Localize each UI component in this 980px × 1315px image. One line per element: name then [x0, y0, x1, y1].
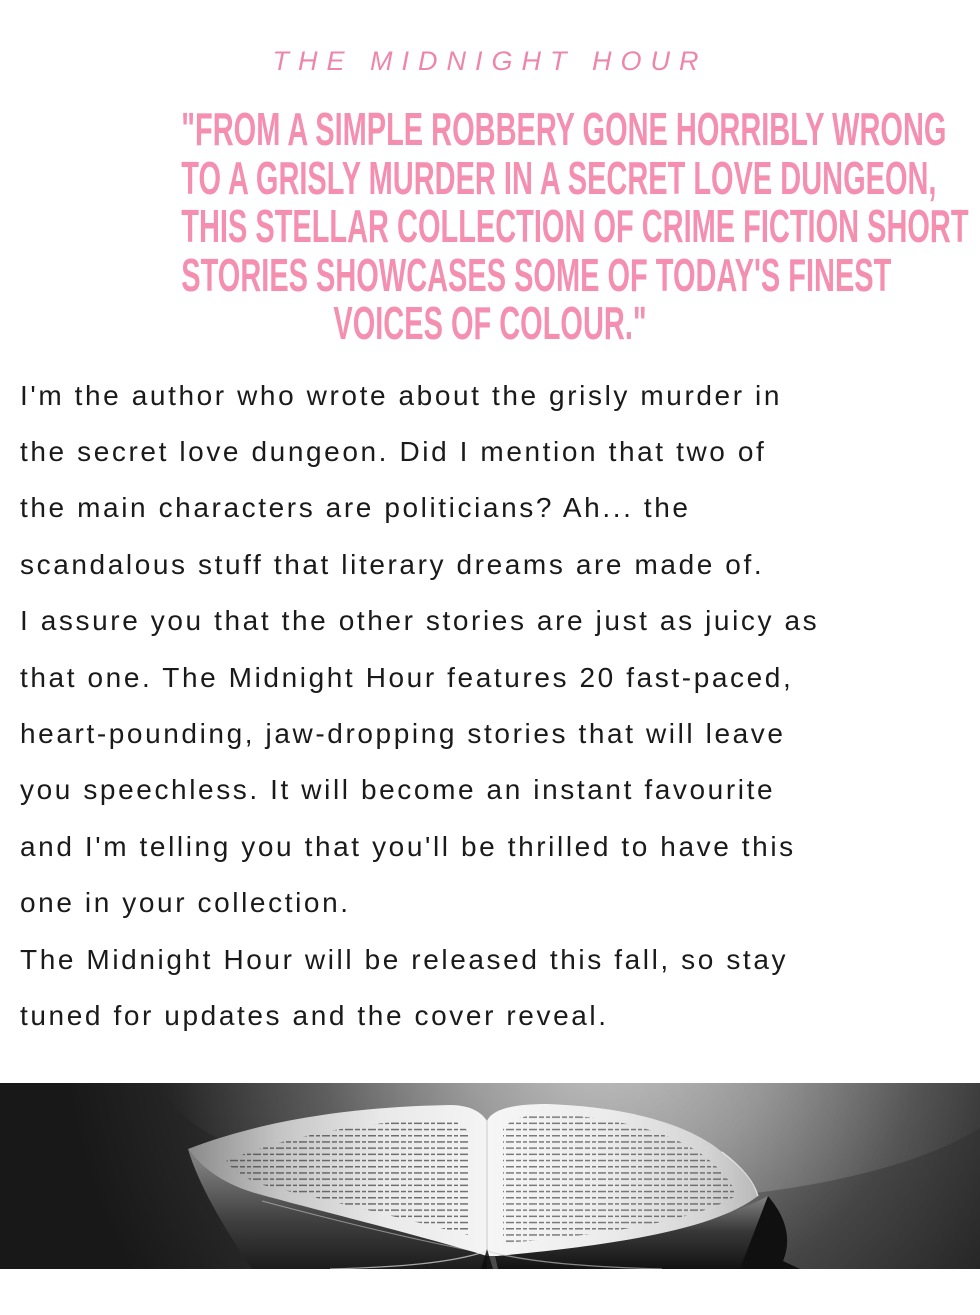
body-line: scandalous stuff that literary dreams are made of.: [20, 548, 765, 580]
quote-line: "FROM A SIMPLE ROBBERY GONE HORRIBLY WRONG: [181, 103, 947, 155]
body-line: one in your collection.: [20, 887, 351, 919]
quote-line: TO A GRISLY MURDER IN A SECRET LOVE DUNGEON,: [181, 151, 937, 204]
body-text: [20, 368, 980, 1045]
quote-line: VOICES OF COLOUR.": [333, 297, 647, 349]
quote-line: THIS STELLAR COLLECTION OF CRIME FICTION SHORT: [181, 200, 969, 252]
body-line: tuned for updates and the cover reveal.: [20, 999, 609, 1031]
body-line: you speechless. It will become an instant favourite: [20, 774, 776, 806]
page-title: THE MIDNIGHT HOUR: [272, 46, 708, 76]
book-promo-flyer: [0, 46, 980, 1315]
body-line: that one. The Midnight Hour features 20 fast-paced,: [20, 661, 794, 693]
body-line: The Midnight Hour will be released this fall, so stay: [20, 943, 789, 975]
body-line: I assure you that the other stories are just as juicy as: [20, 605, 820, 637]
open-book-photo: [0, 1083, 980, 1269]
body-line: I'm the author who wrote about the grisly murder in: [20, 379, 783, 411]
body-line: the main characters are politicians? Ah... the: [20, 492, 691, 524]
open-book-image: [0, 1083, 980, 1269]
body-line: and I'm telling you that you'll be thrilled to have this: [20, 830, 796, 862]
body-line: the secret love dungeon. Did I mention that two of: [20, 435, 767, 467]
review-quote: [0, 105, 980, 348]
body-line: heart-pounding, jaw-dropping stories that will leave: [20, 717, 786, 749]
quote-line: STORIES SHOWCASES SOME OF TODAY'S FINEST: [181, 248, 892, 301]
